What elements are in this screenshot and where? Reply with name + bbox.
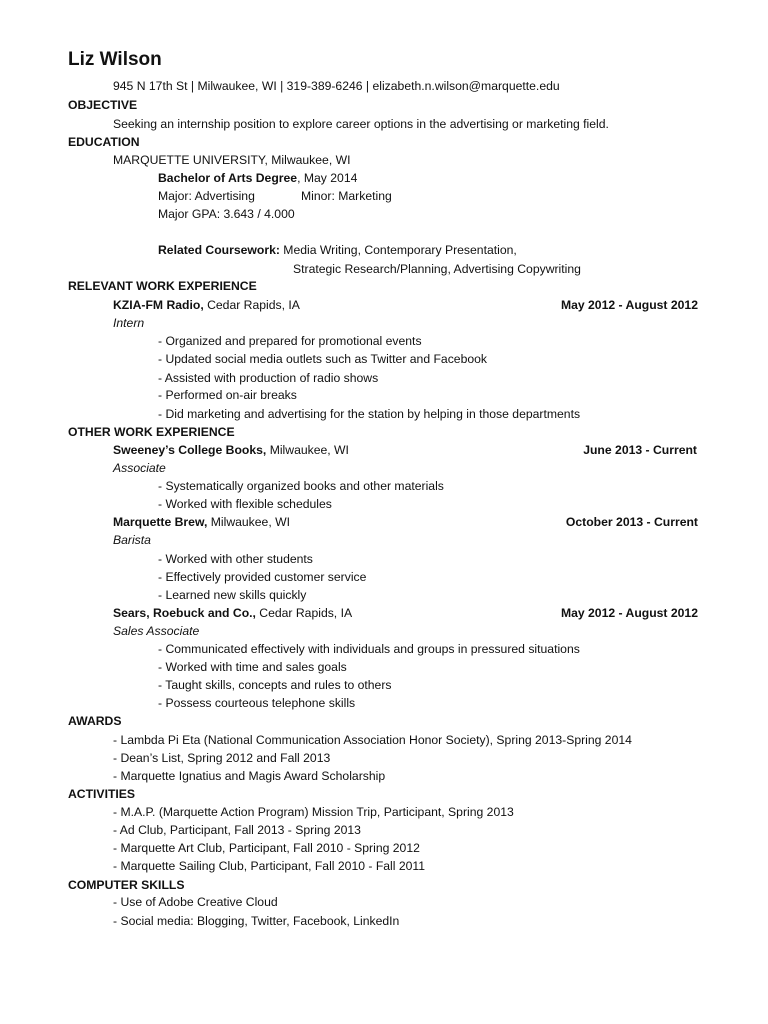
other-work-heading: OTHER WORK EXPERIENCE: [68, 425, 235, 439]
computer-skills-heading: COMPUTER SKILLS: [68, 878, 185, 892]
awards-heading: AWARDS: [68, 714, 122, 728]
award-item: - Lambda Pi Eta (National Communication Association Honor Society), Spring 2013-Spring 2014: [113, 733, 632, 747]
degree-date: , May 2014: [297, 171, 358, 185]
objective-heading: OBJECTIVE: [68, 98, 138, 112]
activities-heading: ACTIVITIES: [68, 787, 136, 801]
job-title: Sales Associate: [113, 624, 200, 638]
job-title: Intern: [113, 316, 145, 330]
job-location: Milwaukee, WI: [266, 443, 349, 457]
job-location: Cedar Rapids, IA: [255, 606, 353, 620]
job-employer-line: [113, 441, 349, 459]
job-employer: KZIA-FM Radio,: [113, 298, 204, 312]
job-bullet: - Communicated effectively with individuals and groups in pressured situations: [158, 642, 580, 656]
job-bullet: - Did marketing and advertising for the station by helping in those departments: [158, 407, 581, 421]
job-bullet: - Assisted with production of radio shows: [158, 371, 379, 385]
activity-item: - Ad Club, Participant, Fall 2013 - Spring 2013: [113, 823, 361, 837]
job-location: Milwaukee, WI: [207, 515, 290, 529]
degree-name: Bachelor of Arts Degree: [158, 171, 298, 185]
candidate-name: Liz Wilson: [68, 49, 162, 70]
job-bullet: - Systematically organized books and other materials: [158, 479, 444, 493]
award-item: - Dean’s List, Spring 2012 and Fall 2013: [113, 751, 331, 765]
job-bullet: - Worked with time and sales goals: [158, 660, 347, 674]
job-bullet: - Effectively provided customer service: [158, 570, 367, 584]
contact-info: 945 N 17th St | Milwaukee, WI | 319-389-6246 | elizabeth.n.wilson@marquette.edu: [113, 79, 560, 93]
degree-line: [158, 169, 357, 187]
gpa: Major GPA: 3.643 / 4.000: [158, 207, 295, 221]
minor: Minor: Marketing: [301, 189, 392, 203]
job-employer-line: [113, 513, 290, 531]
job-bullet: - Performed on-air breaks: [158, 388, 297, 402]
job-dates: October 2013 - Current: [565, 515, 698, 529]
award-item: - Marquette Ignatius and Magis Award Scholarship: [113, 769, 386, 783]
education-school-line: [113, 151, 350, 169]
relevant-work-heading: RELEVANT WORK EXPERIENCE: [68, 279, 257, 293]
job-dates: May 2012 - August 2012: [560, 298, 698, 312]
job-employer: Sweeney’s College Books,: [113, 443, 267, 457]
activity-item: - Marquette Art Club, Participant, Fall 2010 - Spring 2012: [113, 841, 420, 855]
activity-item: - Marquette Sailing Club, Participant, Fall 2010 - Fall 2011: [113, 859, 426, 873]
job-bullet: - Taught skills, concepts and rules to others: [158, 678, 392, 692]
job-bullet: - Worked with flexible schedules: [158, 497, 332, 511]
school-location: Milwaukee, WI: [267, 153, 351, 167]
major: Major: Advertising: [158, 189, 255, 203]
coursework-line-1: [158, 241, 517, 259]
job-title: Associate: [113, 461, 166, 475]
skill-item: - Use of Adobe Creative Cloud: [113, 895, 278, 909]
job-title: Barista: [113, 533, 151, 547]
job-dates: June 2013 - Current: [583, 443, 697, 457]
job-location: Cedar Rapids, IA: [203, 298, 300, 312]
job-employer-line: [113, 296, 300, 314]
job-employer: Sears, Roebuck and Co.,: [113, 606, 256, 620]
job-bullet: - Learned new skills quickly: [158, 588, 307, 602]
coursework-line-2: Strategic Research/Planning, Advertising Copywriting: [293, 262, 581, 276]
education-heading: EDUCATION: [68, 135, 140, 149]
coursework-text-1: Media Writing, Contemporary Presentation,: [279, 243, 517, 257]
activity-item: - M.A.P. (Marquette Action Program) Mission Trip, Participant, Spring 2013: [113, 805, 514, 819]
job-bullet: - Organized and prepared for promotional events: [158, 334, 422, 348]
job-bullet: - Worked with other students: [158, 552, 313, 566]
job-bullet: - Possess courteous telephone skills: [158, 696, 356, 710]
coursework-label: Related Coursework:: [158, 243, 280, 257]
job-dates: May 2012 - August 2012: [560, 606, 698, 620]
objective-text: Seeking an internship position to explore career options in the advertising or marketing field.: [113, 117, 609, 131]
school-name: MARQUETTE UNIVERSITY,: [113, 153, 268, 167]
job-employer-line: [113, 604, 352, 622]
job-bullet: - Updated social media outlets such as Twitter and Facebook: [158, 352, 488, 366]
skill-item: - Social media: Blogging, Twitter, Facebook, LinkedIn: [113, 914, 400, 928]
job-employer: Marquette Brew,: [113, 515, 208, 529]
